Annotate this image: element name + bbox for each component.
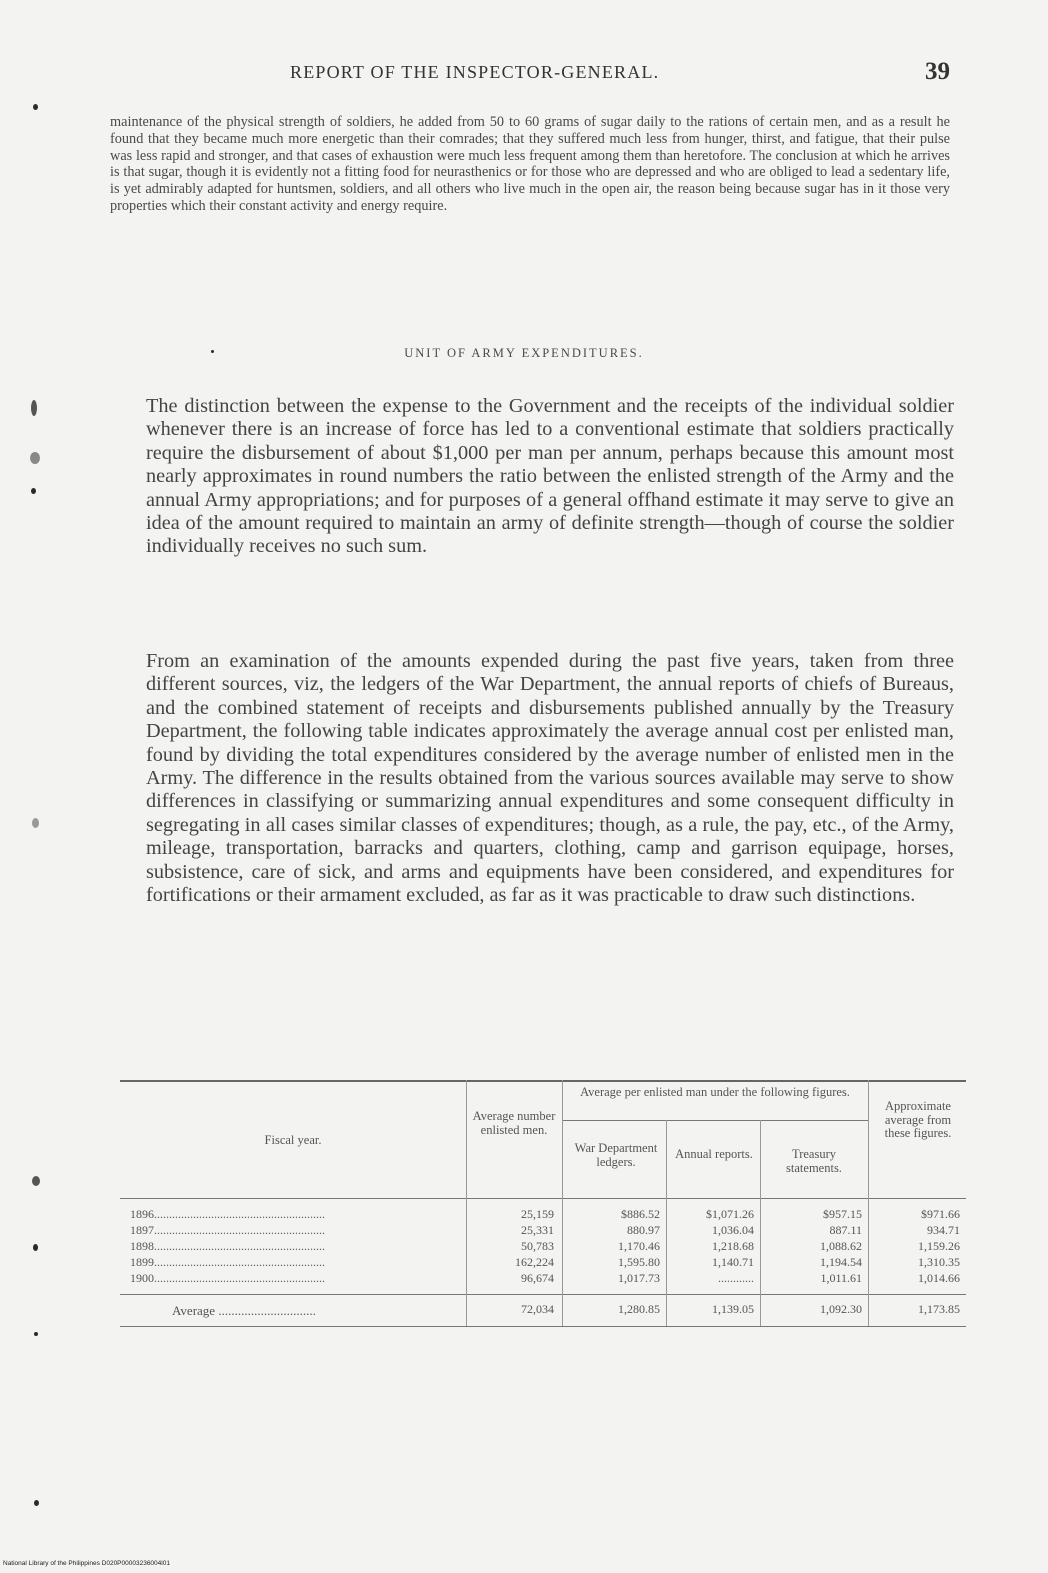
- table-cell-treasury: $957.15: [823, 1207, 862, 1221]
- table-cell-annual: $1,071.26: [706, 1207, 754, 1221]
- header-treasury: Treasury statements.: [786, 1147, 842, 1175]
- table-row-year: 1900.........................................................: [130, 1272, 325, 1285]
- body-paragraph-examination: From an examination of the amounts expended during the past five years, taken from three different sources, viz, the ledgers of the War Department, the annual reports of chiefs of Bureaus, and the combined statement of receipts and disbursements published annually by the Treasury Department, the following table indicates approximately the average annual cost per enlisted man, found by dividing the total expenditures considered by the average number of enlisted men in the Army. The difference in the results obtained from the various sources available may serve to show differences in classifying or summarizing annual expenditures and some consequent difficulty in segregating in all cases similar classes of expenditures; though, as a rule, the pay, etc., of the Army, mileage, transportation, barracks and quarters, clothing, camp and garrison equipage, horses, subsistence, care of sick, and arms and equipments have been considered, and expenditures for fortifications or their armament excluded, as far as it was practicable to draw such distinctions.: [146, 650, 954, 907]
- table-cell-approx: 1,310.35: [918, 1255, 960, 1269]
- column-divider: [666, 1120, 667, 1326]
- page-header: [0, 60, 1048, 90]
- section-heading: UNIT OF ARMY EXPENDITURES.: [404, 346, 644, 360]
- table-cell-treasury: 1,194.54: [820, 1255, 862, 1269]
- average-men: 72,034: [521, 1302, 554, 1316]
- table-row-year: 1899.........................................................: [130, 1256, 325, 1269]
- page-number: 39: [925, 58, 950, 85]
- table-cell-war: 1,595.80: [618, 1255, 660, 1269]
- table-row-year: 1896.........................................................: [130, 1208, 325, 1221]
- table-cell-war: $886.52: [621, 1207, 660, 1221]
- header-average-number: Average number enlisted men.: [472, 1109, 556, 1137]
- header-group: Average per enlisted man under the following figures.: [580, 1085, 850, 1099]
- scan-speck: [32, 1176, 40, 1186]
- table-cell-treasury: 1,088.62: [820, 1239, 862, 1253]
- scan-speck: [211, 350, 214, 353]
- average-treasury: 1,092.30: [820, 1302, 862, 1316]
- scan-speck: [33, 1244, 38, 1251]
- column-divider: [562, 1080, 563, 1326]
- header-fiscal-year: Fiscal year.: [264, 1133, 322, 1147]
- header-war-department: War Department ledgers.: [574, 1141, 658, 1169]
- scan-speck: [30, 452, 40, 464]
- footer-credit: National Library of the Philippines D020P00003236004l01: [3, 1560, 170, 1567]
- table-cell-approx: $971.66: [921, 1207, 960, 1221]
- table-cell-approx: 934.71: [927, 1223, 960, 1237]
- table-cell-men: 96,674: [521, 1271, 554, 1285]
- table-cell-war: 1,170.46: [618, 1239, 660, 1253]
- table-cell-annual: ............: [718, 1271, 754, 1285]
- scan-speck: [34, 1332, 38, 1336]
- column-divider: [760, 1120, 761, 1326]
- table-cell-approx: 1,014.66: [918, 1271, 960, 1285]
- header-approximate: Approximate average from these figures.: [884, 1099, 952, 1140]
- body-paragraph-distinction: The distinction between the expense to the Government and the receipts of the individual soldier whenever there is an increase of force has led to a conventional estimate that soldiers practically require the disbursement of about $1,000 per man per annum, perhaps because this amount most nearly approximates in round numbers the ratio between the enlisted strength of the Army and the annual Army appropriations; and for purposes of a general offhand estimate it may serve to give an idea of the amount required to maintain an army of definite strength—though of course the soldier individually receives no such sum.: [146, 395, 954, 558]
- table-cell-treasury: 1,011.61: [820, 1271, 862, 1285]
- table-row-year: 1898.........................................................: [130, 1240, 325, 1253]
- table-cell-men: 25,159: [521, 1207, 554, 1221]
- header-annual-reports: Annual reports.: [675, 1147, 753, 1161]
- intro-paragraph: maintenance of the physical strength of soldiers, he added from 50 to 60 grams of sugar daily to the rations of certain men, and as a result he found that they became much more energetic than their comrades; that they suffered much less from hunger, thirst, and fatigue, that their pulse was less rapid and stronger, and that cases of exhaustion were much less frequent among them than heretofore. The conclusion at which he arrives is that sugar, though it is evidently not a fitting food for neurasthenics or for those who are depressed and who are obliged to lead a sedentary life, is yet admirably adapted for huntsmen, soldiers, and all others who live much in the open air, the reason being because sugar has in it those very properties which their constant activity and energy require.: [110, 114, 950, 214]
- table-row-year: 1897.........................................................: [130, 1224, 325, 1237]
- table-bottom-rule: [120, 1326, 966, 1327]
- table-cell-treasury: 887.11: [829, 1223, 862, 1237]
- scan-speck: [32, 818, 39, 828]
- column-divider: [466, 1080, 467, 1326]
- scan-speck: [31, 400, 37, 416]
- table-cell-war: 1,017.73: [618, 1271, 660, 1285]
- scan-speck: [34, 1500, 39, 1506]
- header-bottom-rule: [120, 1198, 966, 1199]
- table-cell-annual: 1,036.04: [712, 1223, 754, 1237]
- table-cell-men: 50,783: [521, 1239, 554, 1253]
- average-war: 1,280.85: [618, 1302, 660, 1316]
- scan-speck: [31, 488, 36, 494]
- running-title: REPORT OF THE INSPECTOR-GENERAL.: [290, 62, 660, 82]
- scan-speck: [33, 104, 38, 110]
- table-cell-annual: 1,218.68: [712, 1239, 754, 1253]
- table-cell-annual: 1,140.71: [712, 1255, 754, 1269]
- average-annual: 1,139.05: [712, 1302, 754, 1316]
- table-top-rule: [120, 1080, 966, 1082]
- table-cell-war: 880.97: [627, 1223, 660, 1237]
- table-cell-approx: 1,159.26: [918, 1239, 960, 1253]
- average-label: Average ..............................: [172, 1303, 316, 1318]
- average-approx: 1,173.85: [918, 1302, 960, 1316]
- table-cell-men: 162,224: [515, 1255, 554, 1269]
- table-cell-men: 25,331: [521, 1223, 554, 1237]
- column-divider: [868, 1080, 869, 1326]
- group-header-rule: [562, 1120, 868, 1121]
- average-top-rule: [120, 1294, 966, 1295]
